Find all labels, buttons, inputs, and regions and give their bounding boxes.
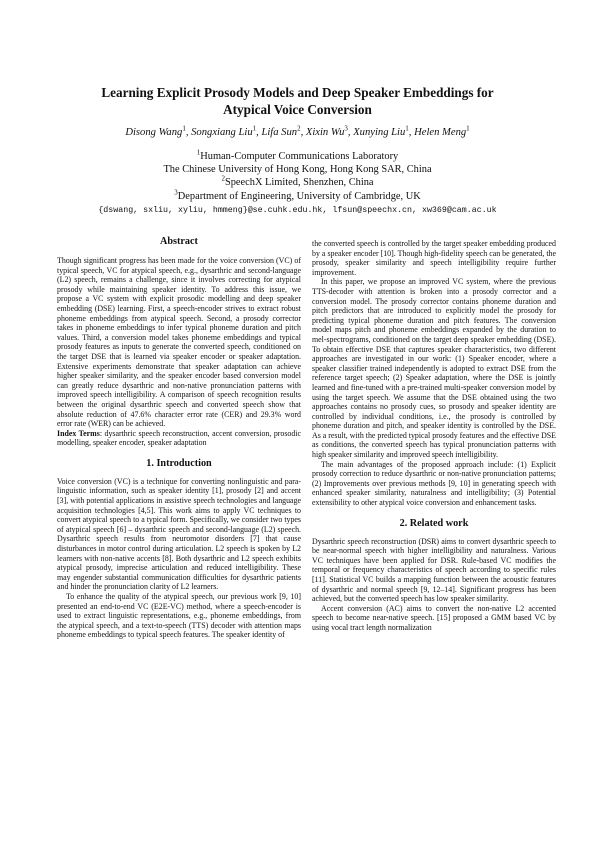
affiliation: $^2$SpeechX Limited, Shenzhen, China xyxy=(221,174,374,189)
affiliation: The Chinese University of Hong Kong, Hong Kong SAR, China xyxy=(163,164,432,176)
paragraph: To enhance the quality of the atypical speech, our previous work [9, 10] presented an end-to-end VC (E2E-VC) method, where a speech-encoder is used to extract linguistic representations, e.g., phoneme embeddings, from the atypical speech, and a text-to-speech (TTS) decoder with attention maps phoneme embeddings to typical speech features. The speaker identity of xyxy=(57,592,301,640)
paragraph: Dysarthric speech reconstruction (DSR) aims to convert dysarthric speech to be near-normal speech with higher intelligibility and naturalness. Various VC techniques have been applied for DSR. Rule-based VC modifies the temporal or frequency characteristics of speech according to specific rules [11]. Statistical VC builds a mapping function between the acoustic features of dysarthric and normal speech [9, 12–14]. Significant progress has been achieved, but the converted speech has low speaker similarity. xyxy=(312,536,556,604)
affiliation: $^1$Human-Computer Communications Laboratory xyxy=(196,148,399,162)
author: Songxiang Liu$^1$ xyxy=(191,124,257,138)
author: Xunying Liu$^1$ xyxy=(353,124,409,138)
paragraph: Voice conversion (VC) is a technique for converting nonlinguistic and para-linguistic information, such as speaker identity [1], prosody [2] and accent [3], with potential applications in assistive speech technologies and language acquisition technologies [4,5]. This work aims to apply VC techniques to convert atypical speech to a typical form. Specifically, we consider two types of atypical speech [6] – dysarthric speech and second-language (L2) speech. Dysarthric speech results from neuromotor disorders [7] that cause disturbances in motor control during articulation. L2 speech is spoken by L2 learners with non-native accents [8]. Both dysarthric and L2 speech exhibits atypical prosody, imprecise articulation and reduced intelligibility. These may engender substantial communication difficulties for dysarthric patients and hinder the pronunciation clarity of L2 learners. xyxy=(57,476,301,592)
section-heading-related-work: 2. Related work xyxy=(399,517,469,529)
title-line-2: Atypical Voice Conversion xyxy=(223,102,372,117)
index-terms xyxy=(57,429,301,448)
paragraph: In this paper, we propose an improved VC system, where the previous TTS-decoder with attention is broken into a prosody corrector and a conversion model. The prosody corrector contains phoneme duration and pitch predictors that are introduced to explicitly model the prosody for predicting typical phoneme duration and pitch features. The conversion model maps pitch and phoneme embeddings expanded by the duration to mel-spectrograms, conditioned on the target deep speaker embedding (DSE). To obtain effective DSE that captures speaker characteristics, two different approaches are investigated in our work: (1) Speaker encoder, where a speaker classifier trained independently is adopted to extract DSE from the reference target speech; (2) Speaker adaptation, where the DSE is jointly learned and fine-tuned with a pre-trained multi-speaker conversion model by using the target speech. We assume that the DSE obtained using the two approaches contains no prosody cues, so prosody and speaker identity are controlled by individual conditions, i.e., the prosody is controlled by phoneme duration and pitch, and speaker identity is controlled by the DSE. As a result, with the predicted typical prosody features and the effective DSE as conditions, the converted speech has typical pronunciation patterns with high speaker similarity and improved speech intelligibility. xyxy=(312,277,556,460)
paragraph: the converted speech is controlled by the target speaker embedding produced by a speaker encoder [10]. Though high-fidelity speech can be generated, the prosody, speaker similarity and speech intelligibility require further improvement. xyxy=(312,239,556,277)
affiliations xyxy=(60,150,535,203)
left-column xyxy=(57,236,301,640)
author: Xixin Wu$^3$ xyxy=(305,124,348,138)
right-column xyxy=(312,239,556,633)
author-emails: {dswang, sxliu, xyliu, hmmeng}@se.cuhk.edu.hk, lfsun@speechx.cn, xw369@cam.ac.uk xyxy=(98,206,497,215)
author: Helen Meng$^1$ xyxy=(414,124,470,138)
index-terms-text: : dysarthric speech reconstruction, accent conversion, prosodic modelling, speaker encoder, speaker adaptation xyxy=(57,428,301,448)
title-line-1: Learning Explicit Prosody Models and Deep Speaker Embeddings for xyxy=(101,85,494,100)
author: Lifa Sun$^2$ xyxy=(261,124,301,138)
paragraph: The main advantages of the proposed approach include: (1) Explicit prosody correction to reduce dysarthric or non-native pronunciation patterns; (2) Improvements over previous methods [9, 10] in generating speech with enhanced speaker similarity, naturalness and intelligibility; (3) Potential extensibility to other atypical voice conversion and enhancement tasks. xyxy=(312,459,556,508)
abstract-text: Though significant progress has been made for the voice conversion (VC) of typical speech, VC for atypical speech, e.g., dysarthric and second-language (L2) speech, remains a challenge, since it involves correcting for atypical prosody while maintaining speaker identity. To address this issue, we propose a VC system with explicit prosodic modelling and deep speaker embedding (DSE) learning. First, a speech-encoder strives to extract robust phoneme embeddings from atypical speech. Second, a prosody corrector takes in phoneme embeddings to infer typical phoneme duration and pitch values. Third, a conversion model takes phoneme embeddings and typical prosody features as inputs to generate the converted speech, conditioned on the target DSE that is learned via speaker encoder or speaker adaptation. Extensive experiments demonstrate that speaker adaptation can achieve higher speaker similarity, and the speaker encoder based conversion model can greatly reduce dysarthric and non-native pronunciation patterns with improved speech intelligibility. A comparison of speech recognition results between the original dysarthric speech and converted speech show that absolute reduction of 47.6% character error rate (CER) and 29.3% word error rate (WER) can be achieved. xyxy=(57,256,301,429)
paragraph: Accent conversion (AC) aims to convert the non-native L2 accented speech to become near-native speech. [15] proposed a GMM based VC by using vocal tract length normalization xyxy=(312,603,556,632)
paper-title xyxy=(60,84,535,118)
author-list: Disong Wang$^1$, Songxiang Liu$^1$, Lifa Sun$^2$, Xixin Wu$^3$, Xunying Liu$^1$, Helen Meng$^1$ xyxy=(125,124,470,138)
abstract-heading: Abstract xyxy=(160,236,198,247)
affiliation: $^3$Department of Engineering, University of Cambridge, UK xyxy=(174,188,421,202)
section-heading-introduction: 1. Introduction xyxy=(146,457,212,469)
index-terms-label: Index Terms xyxy=(57,428,100,438)
author: Disong Wang$^1$ xyxy=(125,124,186,138)
